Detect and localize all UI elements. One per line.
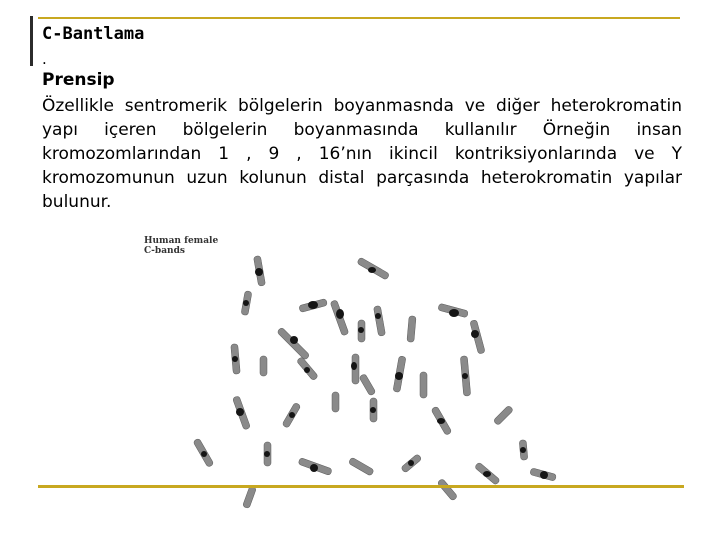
c-band-spot <box>408 460 414 466</box>
c-band-spot <box>232 356 238 362</box>
chromosome <box>242 486 256 509</box>
c-band-spot <box>520 447 526 453</box>
chromosome-spread-image <box>108 216 590 522</box>
c-band-spot <box>255 268 263 276</box>
top-divider-line <box>38 17 680 19</box>
c-band-spot <box>289 412 295 418</box>
slide-title: C-Bantlama <box>42 24 145 44</box>
c-band-spot <box>201 451 207 457</box>
c-band-spot <box>370 407 376 413</box>
chromosome <box>373 306 385 337</box>
c-band-spot <box>336 309 344 319</box>
c-band-spot <box>358 327 364 333</box>
c-band-spot <box>236 408 244 416</box>
figure-caption-line-1: Human female <box>144 236 219 246</box>
chromosome <box>359 373 376 396</box>
figure-caption-line-2: C-bands <box>144 246 185 256</box>
chromosome <box>407 316 416 343</box>
chromosome <box>260 356 267 376</box>
c-band-spot <box>395 372 403 380</box>
c-band-spot <box>540 471 548 479</box>
c-band-spot <box>264 451 270 457</box>
bullet-dot: . <box>42 50 47 68</box>
bottom-divider-line <box>38 485 684 488</box>
chromosome <box>437 478 458 501</box>
c-band-spot <box>308 301 318 309</box>
chromosome-illustration <box>108 216 590 522</box>
c-band-spot <box>437 418 445 424</box>
c-band-spot <box>483 471 491 477</box>
body-paragraph: Özellikle sentromerik bölgelerin boyanmasnda ve diğer heterokromatin yapı içeren bölgelerin boyanmasında kullanılır Örneğin insan kromozomlarından 1 , 9 , 16’nın ikincil kontriksiyonlarında ve Y kromozomunun uzun kolunun distal parçasında heterokromatin yapılar bulunur. <box>42 96 682 212</box>
c-band-spot <box>304 367 310 373</box>
c-band-spot <box>449 309 459 317</box>
left-accent-bar <box>30 16 33 66</box>
section-heading: Prensip <box>42 70 115 90</box>
chromosome <box>493 405 514 426</box>
c-band-spot <box>462 373 468 379</box>
c-band-spot <box>351 362 357 370</box>
c-band-spot <box>243 300 249 306</box>
c-band-spot <box>471 330 479 338</box>
c-band-spot <box>368 267 376 273</box>
c-band-spot <box>290 336 298 344</box>
chromosome <box>348 457 374 476</box>
chromosome <box>420 372 427 398</box>
c-band-spot <box>375 313 381 319</box>
chromosome <box>332 392 339 412</box>
c-band-spot <box>310 464 318 472</box>
figure-caption <box>144 236 218 256</box>
